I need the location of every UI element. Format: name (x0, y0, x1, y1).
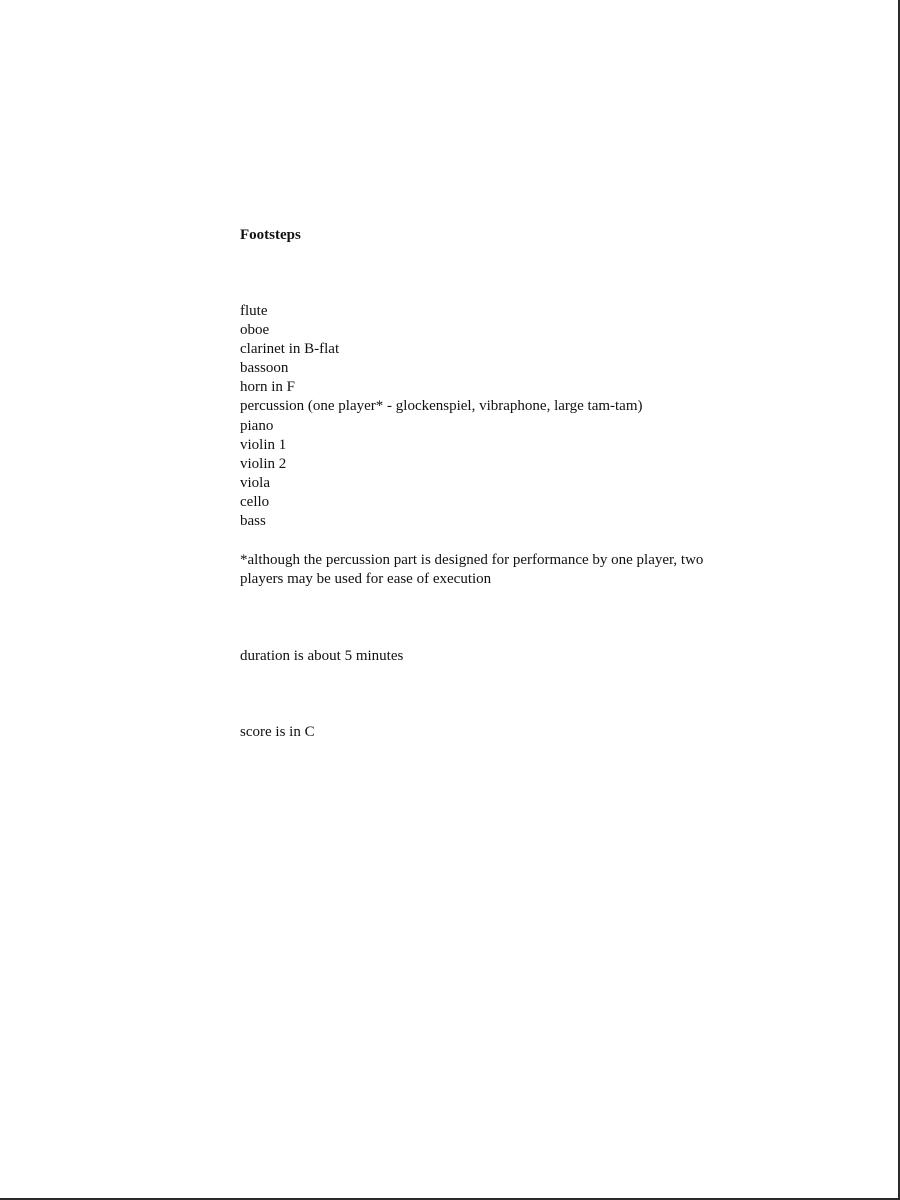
piece-title: Footsteps (240, 227, 301, 243)
instrument-item: oboe (240, 322, 270, 339)
instrument-item: horn in F (240, 379, 296, 396)
instrument-item: clarinet in B-flat (240, 341, 340, 358)
instrument-item: viola (240, 474, 270, 491)
instrument-item: violin 2 (240, 455, 287, 472)
footnote-line: players may be used for ease of execution (240, 571, 492, 587)
percussion-footnote (240, 551, 780, 589)
instrument-item: violin 1 (240, 436, 287, 453)
instrumentation-list (240, 302, 643, 531)
instrument-item: cello (240, 493, 270, 510)
instrument-item: flute (240, 303, 268, 319)
instrument-item: piano (240, 417, 274, 434)
footnote-line: *although the percussion part is designed for performance by one player, two (240, 552, 704, 568)
score-key-text: score is in C (240, 724, 315, 740)
instrument-item: percussion (one player* - glockenspiel, vibraphone, large tam-tam) (240, 398, 643, 415)
instrument-item: bassoon (240, 360, 289, 377)
duration-text: duration is about 5 minutes (240, 648, 404, 664)
instrument-item: bass (240, 513, 266, 530)
